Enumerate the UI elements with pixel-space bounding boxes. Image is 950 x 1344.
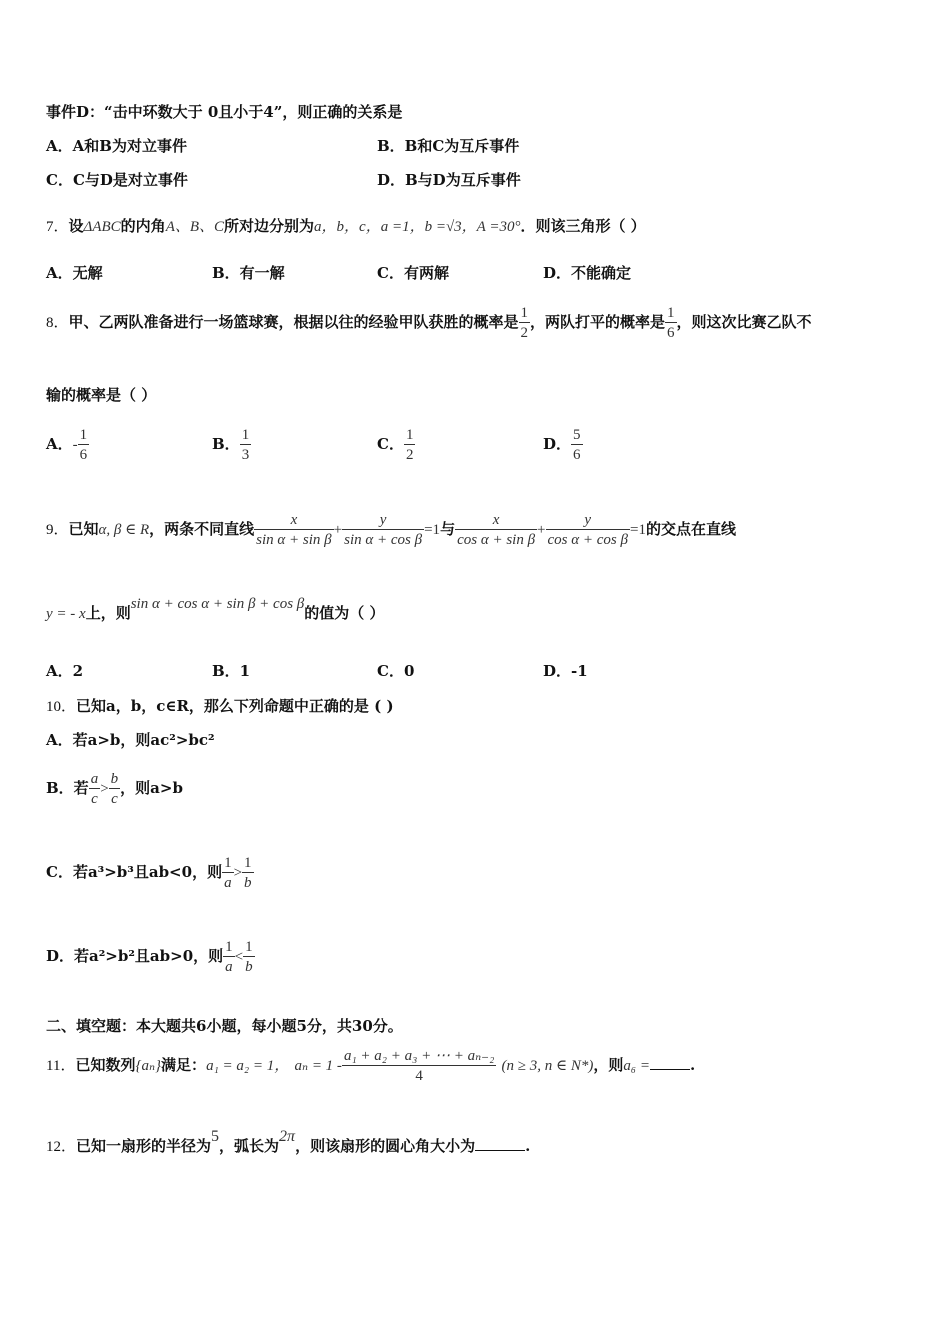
q7-text: ．则该三角形（ ） [520, 217, 646, 235]
question-11: 11．已知数列{aₙ}满足：a₁ = a₂ = 1， aₙ = 1 - $\frac{\text{a₁ + a₂ + a₃ + ⋯ + aₙ₋₂}}{4}$ (n ≥ 3, n ∈ N*)，则a₆ = . [46, 1047, 696, 1084]
q7-angles: A、B、C [165, 219, 225, 235]
q9-option-c[interactable]: C．0 [377, 662, 415, 680]
q7-option-b[interactable]: B．有一解 [212, 264, 285, 282]
question-number: 9． [46, 522, 69, 538]
q11-text: 已知数列 [75, 1056, 136, 1074]
q6-option-b[interactable]: B．B和C为互斥事件 [377, 137, 520, 155]
q6-option-d[interactable]: D．B与D为互斥事件 [377, 171, 521, 189]
fraction-1-over-b: $\frac{1}{b}$ [244, 854, 252, 891]
section-heading: 二、填空题：本大题共6小题，每小题5分，共30分。 [46, 1017, 403, 1035]
fraction-1-over-a: $\frac{1}{a}$ [224, 854, 232, 891]
q9-expression: sin α + cos α + sin β + cos β [130, 596, 305, 612]
q7-sides: a，b，c，a =1，b =√3，A =30° [314, 219, 521, 235]
q8-option-a[interactable]: A．- $\frac{1}{6}$ [46, 426, 88, 463]
q10-option-d[interactable]: D．若a²>b²且ab>0，则 $\frac{1}{a}$ < $\frac{1}{b}$ [46, 938, 253, 975]
q7-text: 所对边分别为 [224, 217, 315, 235]
q9-option-b[interactable]: B．1 [212, 662, 251, 680]
q9-text-cont: y = - x上，则sin α + cos α + sin β + cos β的值为（ ） [46, 596, 385, 622]
q11-sequence: {aₙ} [135, 1058, 162, 1074]
q10-option-c[interactable]: C．若a³>b³且ab<0，则 $\frac{1}{a}$ > $\frac{1}{b}$ [46, 854, 252, 891]
question-number: 10． [46, 699, 77, 715]
fraction-option-d: $\frac{5}{6}$ [573, 426, 581, 463]
q9-text: 的交点在直线 [645, 520, 736, 538]
q7-triangle: ΔABC [83, 219, 121, 235]
q11-condition: (n ≥ 3, n ∈ N*) [501, 1058, 594, 1074]
q9-line-eq: y = - x [46, 606, 86, 622]
q9-text: ，两条不同直线 [149, 520, 255, 538]
fraction-half: $\frac{1}{2}$ [520, 304, 529, 341]
question-10 [46, 697, 394, 716]
fraction-a-over-c: $\frac{a}{c}$ [90, 770, 99, 807]
q10-text: 已知a，b，c∈R，那么下列命题中正确的是 ( ) [76, 697, 394, 715]
fraction-1-over-b: $\frac{1}{b}$ [245, 938, 253, 975]
q7-text: 设 [68, 217, 84, 235]
fraction-line2-x: $\frac{x}{\text{cos α + sin β}}$ [457, 511, 536, 548]
q11-a6: a₆ = [623, 1058, 650, 1074]
question-number: 8． [46, 315, 69, 331]
fraction-recurrence: $\frac{\text{a₁ + a₂ + a₃ + ⋯ + aₙ₋₂}}{4}$ [343, 1047, 495, 1084]
answer-blank[interactable] [475, 1150, 525, 1151]
q8-text: ，两队打平的概率是 [530, 313, 666, 331]
fraction-1-over-a: $\frac{1}{a}$ [225, 938, 233, 975]
q10-option-b[interactable]: B．若 $\frac{a}{c}$ > $\frac{b}{c}$ ，则a>b [46, 770, 183, 807]
fraction-line1-y: $\frac{y}{\text{sin α + cos β}}$ [344, 511, 423, 548]
answer-blank[interactable] [650, 1069, 690, 1070]
q6-option-a[interactable]: A．A和B为对立事件 [46, 137, 187, 155]
fraction-line1-x: $\frac{x}{\text{sin α + sin β}}$ [256, 511, 332, 548]
q9-vars: α, β ∈ R [98, 522, 150, 538]
fraction-b-over-c: $\frac{b}{c}$ [110, 770, 119, 807]
q8-text: 甲、乙两队准备进行一场篮球赛，根据以往的经验甲队获胜的概率是 [68, 313, 519, 331]
q12-text: 已知一扇形的半径为 [76, 1137, 212, 1155]
q10-option-a[interactable]: A．若a>b，则ac²>bc² [46, 731, 215, 749]
fraction-option-c: $\frac{1}{2}$ [405, 426, 414, 463]
q9-text: 与 [440, 520, 456, 538]
q8-option-c[interactable]: C． $\frac{1}{2}$ [377, 426, 414, 463]
q9-option-d[interactable]: D．-1 [543, 662, 588, 680]
q12-arc: 2π [279, 1128, 296, 1145]
q12-text: ，弧长为 [219, 1137, 280, 1155]
q7-option-d[interactable]: D．不能确定 [543, 264, 632, 282]
event-d-line: 事件D：“击中环数大于 0且小于4”，则正确的关系是 [46, 103, 403, 121]
q7-option-a[interactable]: A．无解 [46, 264, 103, 282]
q9-text: 已知 [68, 520, 99, 538]
question-number: 7． [46, 219, 69, 235]
question-number: 11． [46, 1058, 76, 1074]
q11-recurrence: aₙ = 1 - [294, 1058, 342, 1074]
q6-option-c[interactable]: C．C与D是对立事件 [46, 171, 188, 189]
question-9: 9．已知α, β ∈ R，两条不同直线 $\frac{x}{\text{sin α + sin β}}$ + $\frac{y}{\text{sin α + cos β}}$ =1与 $\frac{x}{\text{cos α + sin β}}$ + $\frac{y}{\text{cos α + cos β}}$ =1的交点在直线 [46, 511, 736, 548]
fraction-sixth: $\frac{1}{6}$ [667, 304, 675, 341]
q11-initial: a₁ = a₂ = 1， [206, 1058, 290, 1074]
question-number: 12． [46, 1139, 77, 1155]
q12-text: ，则该扇形的圆心角大小为 [295, 1137, 476, 1155]
question-8 [46, 300, 812, 345]
fraction-option-b: $\frac{1}{3}$ [241, 426, 250, 463]
q12-radius: 5 [211, 1128, 220, 1145]
question-12: 12．已知一扇形的半径为5，弧长为2π，则该扇形的圆心角大小为 . [46, 1128, 531, 1155]
q7-option-c[interactable]: C．有两解 [377, 264, 449, 282]
q11-text: 满足： [161, 1056, 207, 1074]
q8-option-b[interactable]: B． $\frac{1}{3}$ [212, 426, 250, 463]
q8-text: ，则这次比赛乙队不 [676, 313, 812, 331]
q8-text-cont: 输的概率是（ ） [46, 386, 157, 404]
fraction-option-a: $\frac{1}{6}$ [79, 426, 88, 463]
question-7 [46, 217, 646, 236]
q9-option-a[interactable]: A．2 [46, 662, 84, 680]
fraction-line2-y: $\frac{y}{\text{cos α + cos β}}$ [547, 511, 628, 548]
q7-text: 的内角 [120, 217, 166, 235]
q8-option-d[interactable]: D． $\frac{5}{6}$ [543, 426, 581, 463]
